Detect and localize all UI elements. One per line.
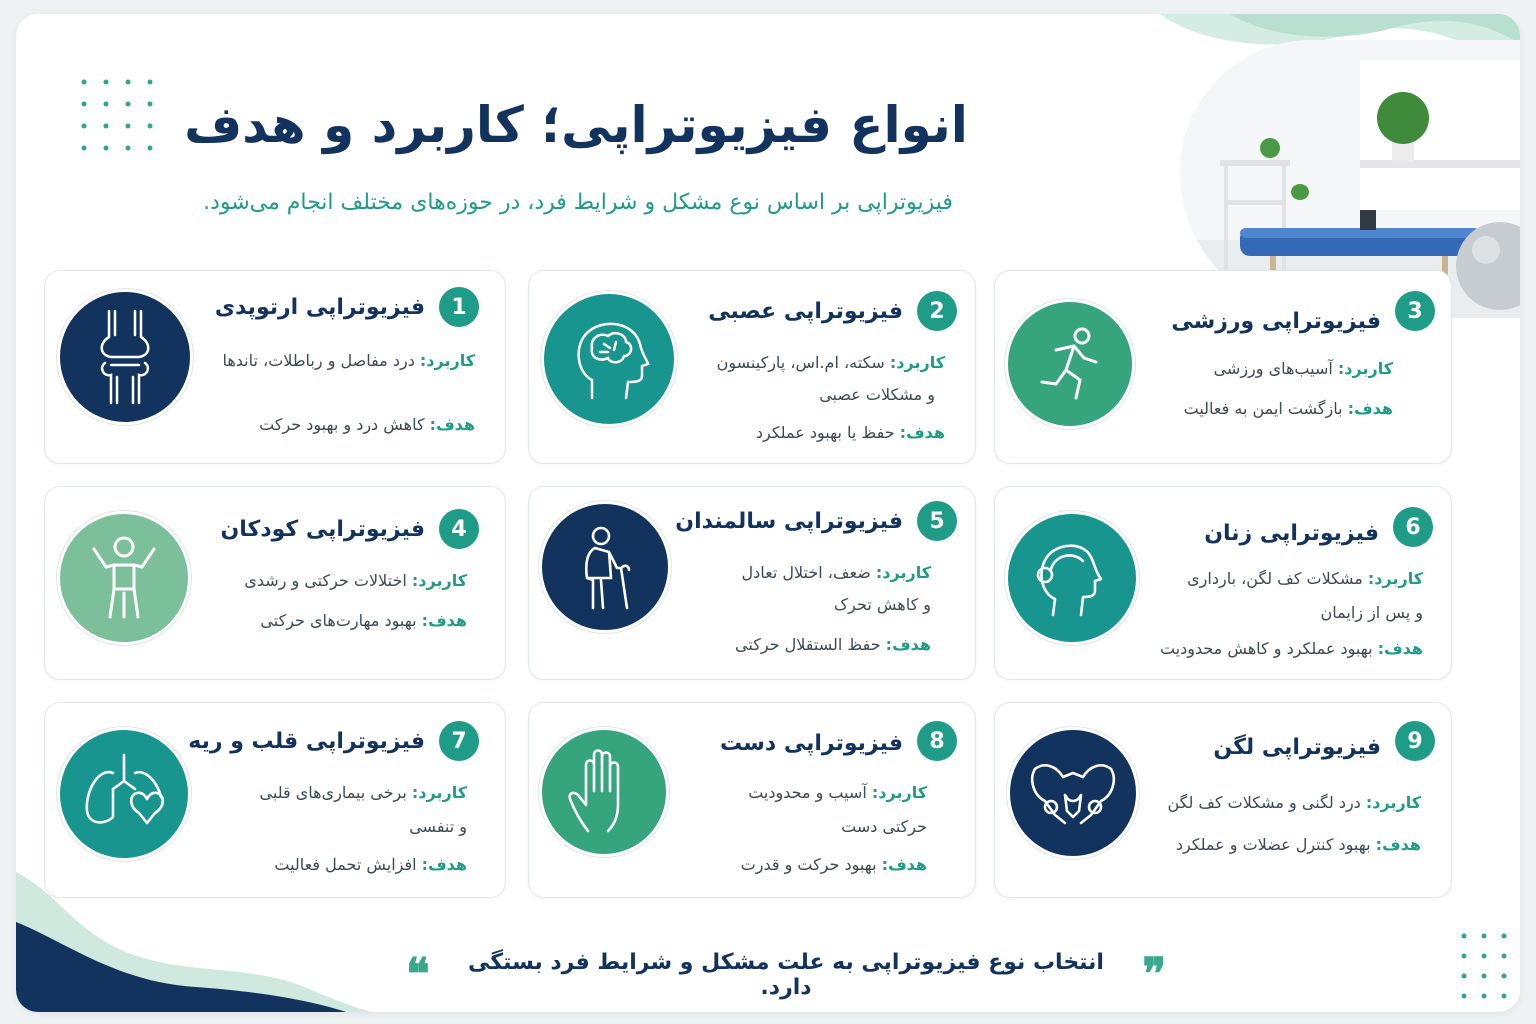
- card-title: فیزیوتراپی عصبی: [708, 299, 903, 324]
- card-usage: کاربرد: اختلالات حرکتی و رشدی: [244, 571, 467, 590]
- footer-quote-text: انتخاب نوع فیزیوتراپی به علت مشکل و شرایط فرد بستگی دارد.: [468, 950, 1104, 1000]
- card-usage: کاربرد: برخی بیماری‌های قلبی: [259, 783, 467, 802]
- quote-close-icon: ❝: [406, 949, 430, 1000]
- elderly-cane-icon: [539, 501, 671, 633]
- card-number-badge: 9: [1395, 721, 1435, 761]
- footer-quote: [406, 950, 1166, 1000]
- card-title: فیزیوتراپی سالمندان: [675, 509, 903, 534]
- page-subtitle: فیزیوتراپی بر اساس نوع مشکل و شرایط فرد، در حوزه‌های مختلف انجام می‌شود.: [203, 190, 953, 215]
- card-goal: هدف: کاهش درد و بهبود حرکت: [259, 415, 475, 434]
- page-title: انواع فیزیوتراپی؛ کاربرد و هدف: [184, 96, 968, 154]
- lungs-heart-icon: [57, 727, 191, 861]
- child-icon: [57, 511, 191, 645]
- card-usage: کاربرد: آسیب‌های ورزشی: [1213, 359, 1393, 378]
- card-goal: هدف: بهبود عملکرد و کاهش محدودیت: [1159, 639, 1423, 658]
- card-cardio-pulmonary: [44, 702, 506, 898]
- runner-icon: [1005, 299, 1135, 429]
- card-neurological: [528, 270, 976, 464]
- card-sports: [994, 270, 1452, 464]
- card-goal: هدف: بهبود مهارت‌های حرکتی: [260, 611, 467, 630]
- card-pelvic: [994, 702, 1452, 898]
- pelvis-icon: [1007, 727, 1139, 859]
- brain-head-icon: [541, 291, 677, 427]
- infographic-frame: [16, 14, 1520, 1012]
- card-title: فیزیوتراپی دست: [719, 731, 903, 756]
- quote-open-icon: ❞: [1142, 949, 1166, 1000]
- card-usage-continued: و مشکلات عصبی: [819, 385, 935, 404]
- card-title: فیزیوتراپی زنان: [1204, 521, 1379, 546]
- card-title: فیزیوتراپی لگن: [1213, 735, 1381, 760]
- woman-profile-icon: [1005, 511, 1139, 645]
- card-usage-continued: و پس از زایمان: [1320, 603, 1423, 622]
- card-number-badge: 6: [1393, 507, 1433, 547]
- card-goal: هدف: بازگشت ایمن به فعالیت: [1183, 399, 1393, 418]
- card-usage-continued: و تنفسی: [409, 817, 467, 836]
- card-usage-continued: و کاهش تحرک: [833, 595, 931, 614]
- card-usage: کاربرد: مشکلات کف لگن، بارداری: [1187, 569, 1423, 588]
- card-goal: هدف: بهبود حرکت و قدرت: [740, 855, 927, 874]
- card-usage-continued: حرکتی دست: [841, 817, 927, 836]
- hand-icon: [539, 727, 669, 857]
- card-usage: کاربرد: ضعف، اختلال تعادل: [741, 563, 931, 582]
- card-geriatric: [528, 486, 976, 680]
- card-title: فیزیوتراپی قلب و ریه: [188, 729, 425, 754]
- card-number-badge: 2: [917, 291, 957, 331]
- card-goal: هدف: حفظ یا بهبود عملکرد: [755, 423, 945, 442]
- card-orthopedic: [44, 270, 506, 464]
- card-title: فیزیوتراپی کودکان: [220, 517, 425, 542]
- card-number-badge: 1: [439, 287, 479, 327]
- card-usage: کاربرد: سکته، ام.اس، پارکینسون: [716, 353, 945, 372]
- card-usage: کاربرد: آسیب و محدودیت: [748, 783, 927, 802]
- card-goal: هدف: حفظ الستقلال حرکتی: [735, 635, 931, 654]
- card-usage: کاربرد: درد لگنی و مشکلات کف لگن: [1167, 793, 1421, 812]
- card-goal: هدف: بهبود کنترل عضلات و عملکرد: [1175, 835, 1421, 854]
- card-hand: [528, 702, 976, 898]
- card-number-badge: 5: [917, 501, 957, 541]
- card-number-badge: 7: [439, 721, 479, 761]
- card-goal: هدف: افزایش تحمل فعالیت: [274, 855, 467, 874]
- card-number-badge: 3: [1395, 291, 1435, 331]
- card-pediatric: [44, 486, 506, 680]
- card-usage: کاربرد: درد مفاصل و رباطلات، تاندها: [222, 351, 475, 370]
- card-number-badge: 4: [439, 509, 479, 549]
- card-title: فیزیوتراپی ارتوپدی: [214, 295, 425, 320]
- card-number-badge: 8: [917, 721, 957, 761]
- knee-joint-icon: [57, 289, 193, 425]
- card-title: فیزیوتراپی ورزشی: [1171, 309, 1381, 334]
- card-womens-health: [994, 486, 1452, 680]
- decorative-dots-bottom-right: [1460, 932, 1512, 1002]
